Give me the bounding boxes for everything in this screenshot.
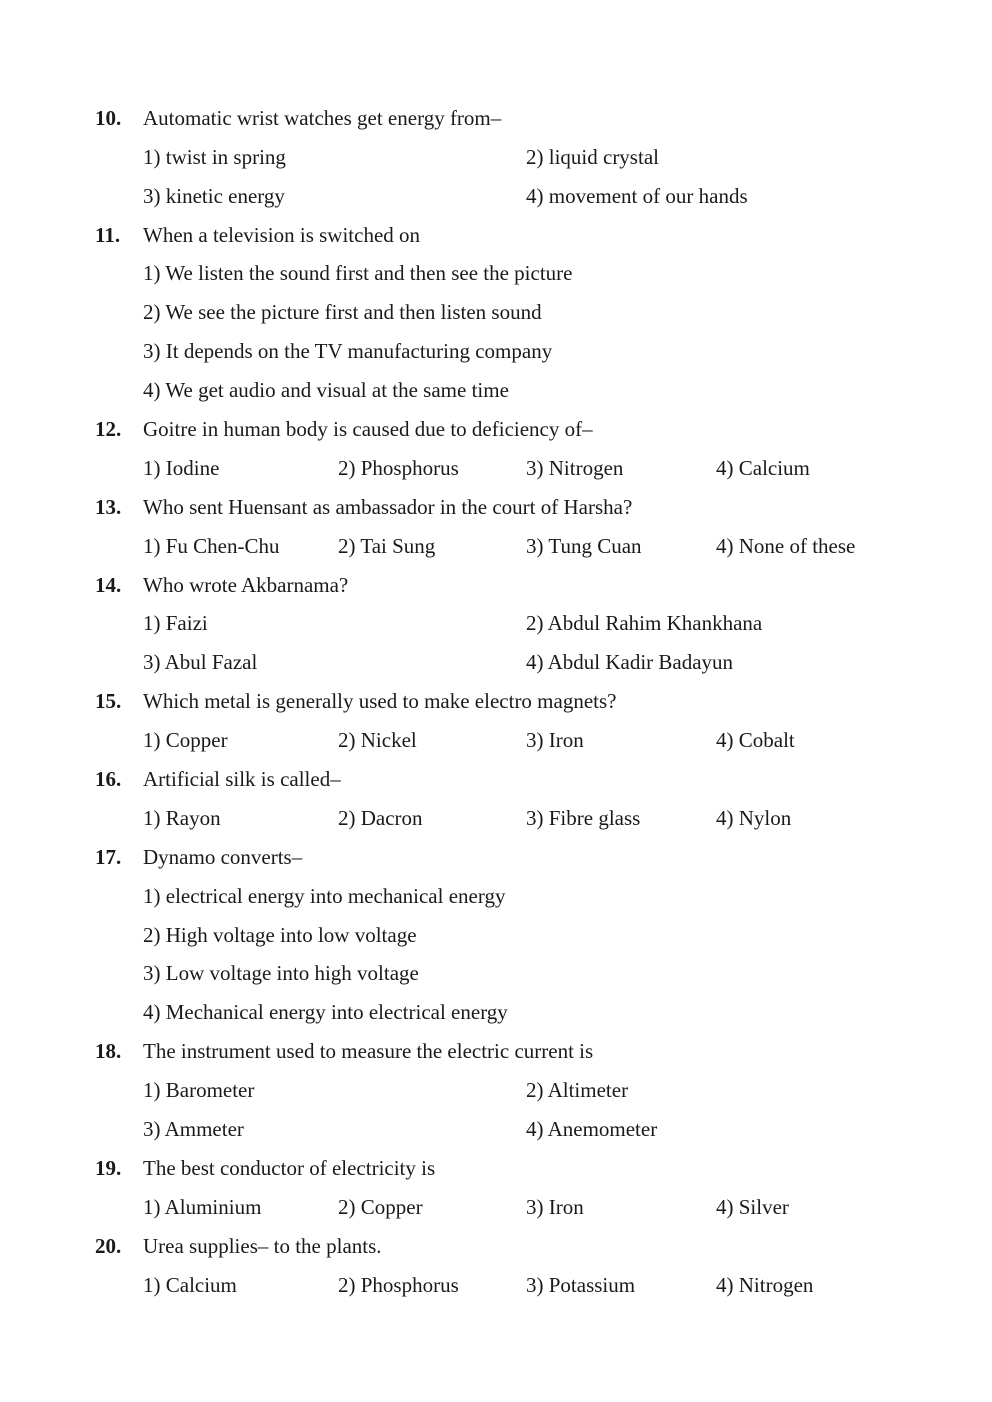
option: 1) Copper xyxy=(143,728,228,752)
option: 4) Calcium xyxy=(716,456,810,480)
option: 2) Nickel xyxy=(338,728,417,752)
option: 2) We see the picture first and then listen sound xyxy=(143,300,542,324)
question-text: The best conductor of electricity is xyxy=(143,1156,436,1180)
option: 2) Tai Sung xyxy=(338,534,436,558)
question-text: Urea supplies– to the plants. xyxy=(143,1234,382,1258)
question-text: Who sent Huensant as ambassador in the court of Harsha? xyxy=(143,495,633,519)
option: 2) Phosphorus xyxy=(338,456,459,480)
question-number: 15. xyxy=(95,689,122,713)
option: 1) electrical energy into mechanical energy xyxy=(143,884,506,908)
option: 3) Nitrogen xyxy=(526,456,624,480)
question-text: When a television is switched on xyxy=(143,223,421,247)
option: 1) Rayon xyxy=(143,806,221,830)
option: 1) Fu Chen-Chu xyxy=(143,534,280,558)
option: 2) Altimeter xyxy=(526,1078,629,1102)
option: 2) Abdul Rahim Khankhana xyxy=(526,611,763,635)
question-text: Automatic wrist watches get energy from– xyxy=(143,106,502,130)
option: 4) Silver xyxy=(716,1195,789,1219)
option: 4) Cobalt xyxy=(716,728,795,752)
option: 1) twist in spring xyxy=(143,145,286,169)
option: 3) It depends on the TV manufacturing company xyxy=(143,339,553,363)
option: 1) Faizi xyxy=(143,611,208,635)
option: 1) We listen the sound first and then see the picture xyxy=(143,261,573,285)
option: 4) Mechanical energy into electrical energy xyxy=(143,1000,508,1024)
question-text: Goitre in human body is caused due to deficiency of– xyxy=(143,417,593,441)
option: 3) Ammeter xyxy=(143,1117,244,1141)
option: 4) movement of our hands xyxy=(526,184,748,208)
option: 4) Nitrogen xyxy=(716,1273,814,1297)
question-text: Dynamo converts– xyxy=(143,845,303,869)
option: 3) kinetic energy xyxy=(143,184,285,208)
option: 3) Abul Fazal xyxy=(143,650,258,674)
question-number: 11. xyxy=(95,223,121,247)
question-number: 20. xyxy=(95,1234,122,1258)
option: 4) None of these xyxy=(716,534,856,558)
option: 1) Calcium xyxy=(143,1273,237,1297)
option: 2) Phosphorus xyxy=(338,1273,459,1297)
option: 4) We get audio and visual at the same time xyxy=(143,378,509,402)
question-number: 14. xyxy=(95,573,122,597)
question-text: Artificial silk is called– xyxy=(143,767,341,791)
option: 3) Low voltage into high voltage xyxy=(143,961,419,985)
option: 4) Abdul Kadir Badayun xyxy=(526,650,734,674)
option: 1) Aluminium xyxy=(143,1195,262,1219)
option: 2) Copper xyxy=(338,1195,423,1219)
question-number: 12. xyxy=(95,417,122,441)
option: 3) Iron xyxy=(526,1195,584,1219)
option: 1) Barometer xyxy=(143,1078,255,1102)
option: 3) Potassium xyxy=(526,1273,636,1297)
option: 3) Iron xyxy=(526,728,584,752)
option: 1) Iodine xyxy=(143,456,220,480)
question-number: 16. xyxy=(95,767,122,791)
option: 2) Dacron xyxy=(338,806,423,830)
question-number: 19. xyxy=(95,1156,122,1180)
option: 3) Fibre glass xyxy=(526,806,641,830)
option: 2) liquid crystal xyxy=(526,145,659,169)
question-text: Which metal is generally used to make electro magnets? xyxy=(143,689,617,713)
question-number: 13. xyxy=(95,495,122,519)
question-text: Who wrote Akbarnama? xyxy=(143,573,349,597)
question-number: 18. xyxy=(95,1039,122,1063)
option: 4) Nylon xyxy=(716,806,792,830)
option: 4) Anemometer xyxy=(526,1117,658,1141)
option: 3) Tung Cuan xyxy=(526,534,642,558)
question-number: 10. xyxy=(95,106,122,130)
option: 2) High voltage into low voltage xyxy=(143,923,417,947)
question-text: The instrument used to measure the electric current is xyxy=(143,1039,594,1063)
question-number: 17. xyxy=(95,845,122,869)
